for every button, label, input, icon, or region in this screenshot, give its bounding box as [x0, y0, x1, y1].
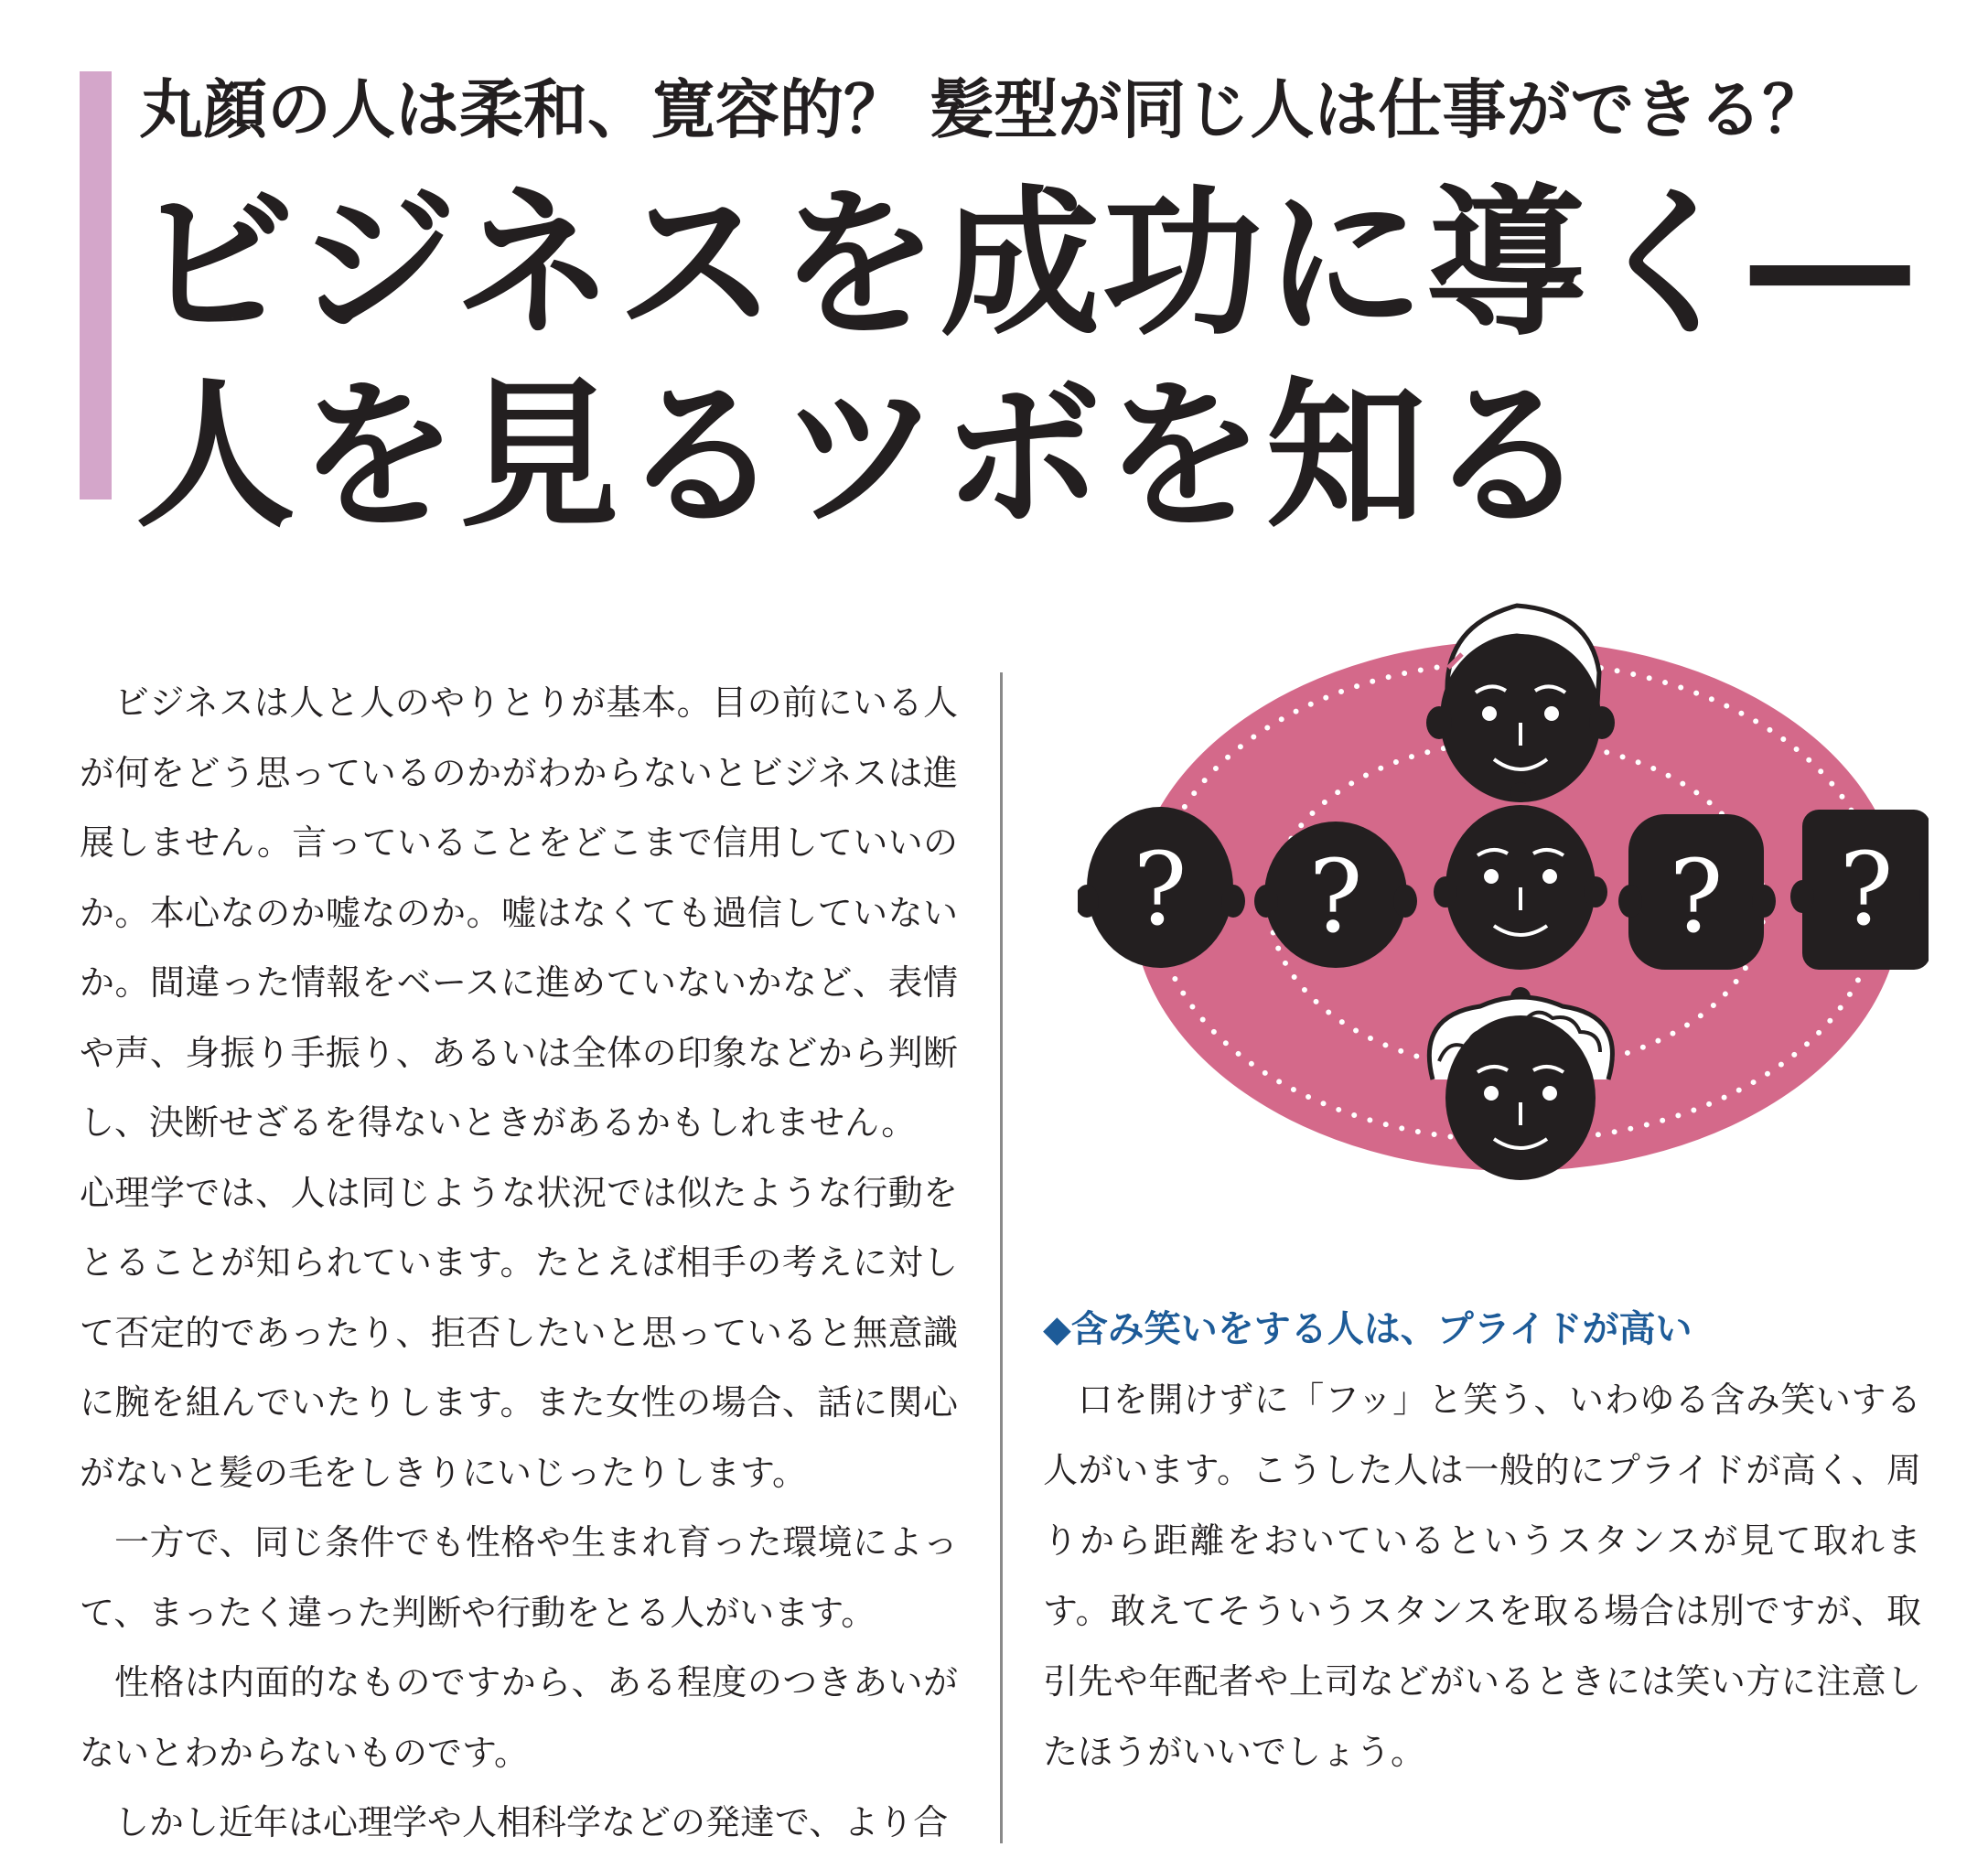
accent-bar: [80, 71, 112, 499]
section-heading: ◆含み笑いをする人は、プライドが高い: [1043, 1308, 1692, 1350]
connector-dot-top: [1510, 782, 1531, 802]
section-paragraph: 口を開けずに「フッ」と笑う、いわゆる含み笑いする人がいます。こうした人は一般的にプライドが高く、周りから距離をおいているというスタンスが見て取れます。敢えてそういうスタンスを取る場合は別ですが、取引先や年配者や上司などがいるときには笑い方に注意したほうがいいでしょう。: [1043, 1380, 1921, 1772]
body-paragraph-1: ビジネスは人と人のやりとりが基本。目の前にいる人が何をどう思っているのかがわからないとビジネスは進展しません。言っていることをどこまで信用していいのか。本心なのか嘘なのか。嘘はなくても過信していないか。間違った情報をベースに進めていないかなど、表情や声、身振り手振り、あるいは全体の印象などから判断し、決断せざるを得ないときがあるかもしれません。: [80, 682, 958, 1143]
article-title: [135, 169, 1965, 553]
body-left-column: [80, 668, 958, 1858]
face-question-4-icon: [1790, 810, 1929, 970]
faces-illustration: [1078, 585, 1929, 1226]
body-paragraph-5: しかし近年は心理学や人相科学などの発達で、より合: [114, 1802, 949, 1842]
body-paragraph-3: 一方で、同じ条件でも性格や生まれ育った環境によって、まったく違った判断や行動をとる人がいます。: [80, 1522, 958, 1633]
title-line-1: ビジネスを成功に導く―: [135, 172, 1912, 358]
column-divider: [1000, 672, 1003, 1843]
question-mark-4: ?: [1839, 831, 1894, 948]
face-question-3-icon: [1618, 814, 1776, 970]
body-right-column: [1043, 1365, 1921, 1788]
title-line-2: 人を見るツボを知る: [135, 364, 1590, 550]
question-mark-2: ?: [1308, 838, 1363, 955]
body-paragraph-4: 性格は内面的なものですから、ある程度のつきあいがないとわからないものです。: [80, 1662, 958, 1773]
question-mark-1: ?: [1133, 831, 1187, 948]
body-paragraph-2: 心理学では、人は同じような状況では似たような行動をとることが知られています。たとえば相手の考えに対して否定的であったり、拒否したいと思っていると無意識に腕を組んでいたりします。また女性の場合、話に関心がないと髪の毛をしきりにいじったりします。: [80, 1172, 958, 1493]
article-subtitle: 丸顔の人は柔和、寛容的？ 髪型が同じ人は仕事ができる？: [139, 72, 1827, 147]
question-mark-3: ?: [1669, 838, 1724, 955]
